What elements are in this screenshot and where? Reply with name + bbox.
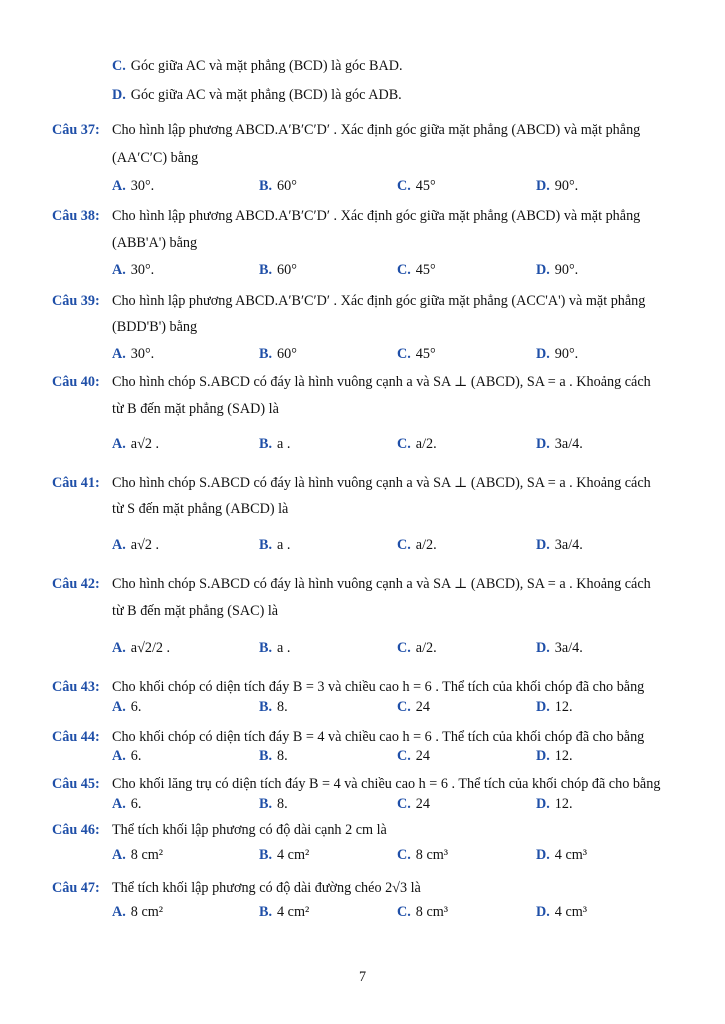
option-c: C. a/2. <box>397 537 437 553</box>
option-d: D. 90°. <box>536 346 579 362</box>
option-c: C. 45° <box>397 262 436 278</box>
option-b: B. 4 cm² <box>259 847 310 863</box>
question-text-line: từ B đến mặt phẳng (SAC) là <box>112 603 279 619</box>
question-text-line: Cho hình chóp S.ABCD có đáy là hình vuông cạnh a và SA ⊥ (ABCD), SA = a . Khoảng cách <box>112 374 651 390</box>
option-letter: D. <box>112 87 126 103</box>
question-text-line: Cho khối chóp có diện tích đáy B = 4 và chiều cao h = 6 . Thể tích của khối chóp đã cho bằng <box>112 729 645 745</box>
question-label: Câu 42: <box>52 576 100 592</box>
option-d: D. 3a/4. <box>536 436 583 452</box>
option-b: B. 8. <box>259 748 288 764</box>
option-text: Góc giữa AC và mặt phẳng (BCD) là góc ADB. <box>130 87 402 103</box>
option-a: A. 30°. <box>112 346 155 362</box>
option-d: D. 12. <box>536 699 573 715</box>
option-b: B. 8. <box>259 699 288 715</box>
option-a: A. 6. <box>112 748 142 764</box>
question-text-line: Cho khối chóp có diện tích đáy B = 3 và chiều cao h = 6 . Thể tích của khối chóp đã cho bằng <box>112 679 645 695</box>
question-label: Câu 41: <box>52 475 100 491</box>
question-text-line: Cho hình lập phương ABCD.A′B′C′D′ . Xác định góc giữa mặt phẳng (ABCD) và mặt phẳng <box>112 208 641 224</box>
option-b: B. 8. <box>259 796 288 812</box>
option-c: C. a/2. <box>397 436 437 452</box>
question-text-line: (ABB'A') bằng <box>112 235 198 251</box>
question-label: Câu 46: <box>52 822 100 838</box>
question-label: Câu 44: <box>52 729 100 745</box>
question-text-line: (AA′C′C) bằng <box>112 150 199 166</box>
option-b: B. a . <box>259 537 291 553</box>
option-a: A. a√2/2 . <box>112 640 171 656</box>
option-c: C. 24 <box>397 796 430 812</box>
option-c: C. 24 <box>397 699 430 715</box>
question-label: Câu 37: <box>52 122 100 138</box>
question-text-line: Cho hình chóp S.ABCD có đáy là hình vuông cạnh a và SA ⊥ (ABCD), SA = a . Khoảng cách <box>112 576 651 592</box>
option-c: C. 45° <box>397 346 436 362</box>
option-b: B. a . <box>259 436 291 452</box>
option-d: D. 12. <box>536 796 573 812</box>
question-text-line: Cho hình chóp S.ABCD có đáy là hình vuông cạnh a và SA ⊥ (ABCD), SA = a . Khoảng cách <box>112 475 651 491</box>
option-c: C. 24 <box>397 748 430 764</box>
top-option-d <box>112 86 402 104</box>
question-label: Câu 38: <box>52 208 100 224</box>
option-a: A. 30°. <box>112 178 155 194</box>
option-a: A. a√2 . <box>112 436 160 452</box>
top-option-c <box>112 57 403 75</box>
option-b: B. 4 cm² <box>259 904 310 920</box>
option-a: A. 8 cm² <box>112 847 164 863</box>
question-label: Câu 45: <box>52 776 100 792</box>
question-label: Câu 40: <box>52 374 100 390</box>
option-a: A. a√2 . <box>112 537 160 553</box>
option-b: B. 60° <box>259 346 297 362</box>
option-d: D. 4 cm³ <box>536 904 588 920</box>
question-label: Câu 47: <box>52 880 100 896</box>
option-a: A. 30°. <box>112 262 155 278</box>
question-label: Câu 39: <box>52 293 100 309</box>
option-c: C. a/2. <box>397 640 437 656</box>
option-a: A. 8 cm² <box>112 904 164 920</box>
option-d: D. 3a/4. <box>536 537 583 553</box>
option-c: C. 45° <box>397 178 436 194</box>
question-text-line: từ B đến mặt phẳng (SAD) là <box>112 401 279 417</box>
option-a: A. 6. <box>112 796 142 812</box>
question-text-line: Thể tích khối lập phương có độ dài đường chéo 2√3 là <box>112 880 421 896</box>
option-b: B. a . <box>259 640 291 656</box>
option-b: B. 60° <box>259 178 297 194</box>
option-text: Góc giữa AC và mặt phẳng (BCD) là góc BAD. <box>130 58 403 74</box>
question-text-line: Cho hình lập phương ABCD.A′B′C′D′ . Xác định góc giữa mặt phẳng (ABCD) và mặt phẳng <box>112 122 641 138</box>
option-a: A. 6. <box>112 699 142 715</box>
option-d: D. 12. <box>536 748 573 764</box>
option-d: D. 90°. <box>536 262 579 278</box>
question-text-line: Thể tích khối lập phương có độ dài cạnh 2 cm là <box>112 822 387 838</box>
question-text-line: từ S đến mặt phẳng (ABCD) là <box>112 501 289 517</box>
option-d: D. 90°. <box>536 178 579 194</box>
page-number: 7 <box>358 969 367 985</box>
question-text-line: Cho hình lập phương ABCD.A′B′C′D′ . Xác định góc giữa mặt phẳng (ACC'A') và mặt phẳng <box>112 293 646 309</box>
question-text-line: Cho khối lăng trụ có diện tích đáy B = 4 và chiều cao h = 6 . Thể tích của khối chóp đã cho bằng <box>112 776 661 792</box>
option-d: D. 4 cm³ <box>536 847 588 863</box>
option-letter: C. <box>112 58 126 74</box>
option-d: D. 3a/4. <box>536 640 583 656</box>
option-c: C. 8 cm³ <box>397 847 449 863</box>
question-text-line: (BDD'B') bằng <box>112 319 198 335</box>
option-b: B. 60° <box>259 262 297 278</box>
question-label: Câu 43: <box>52 679 100 695</box>
option-c: C. 8 cm³ <box>397 904 449 920</box>
